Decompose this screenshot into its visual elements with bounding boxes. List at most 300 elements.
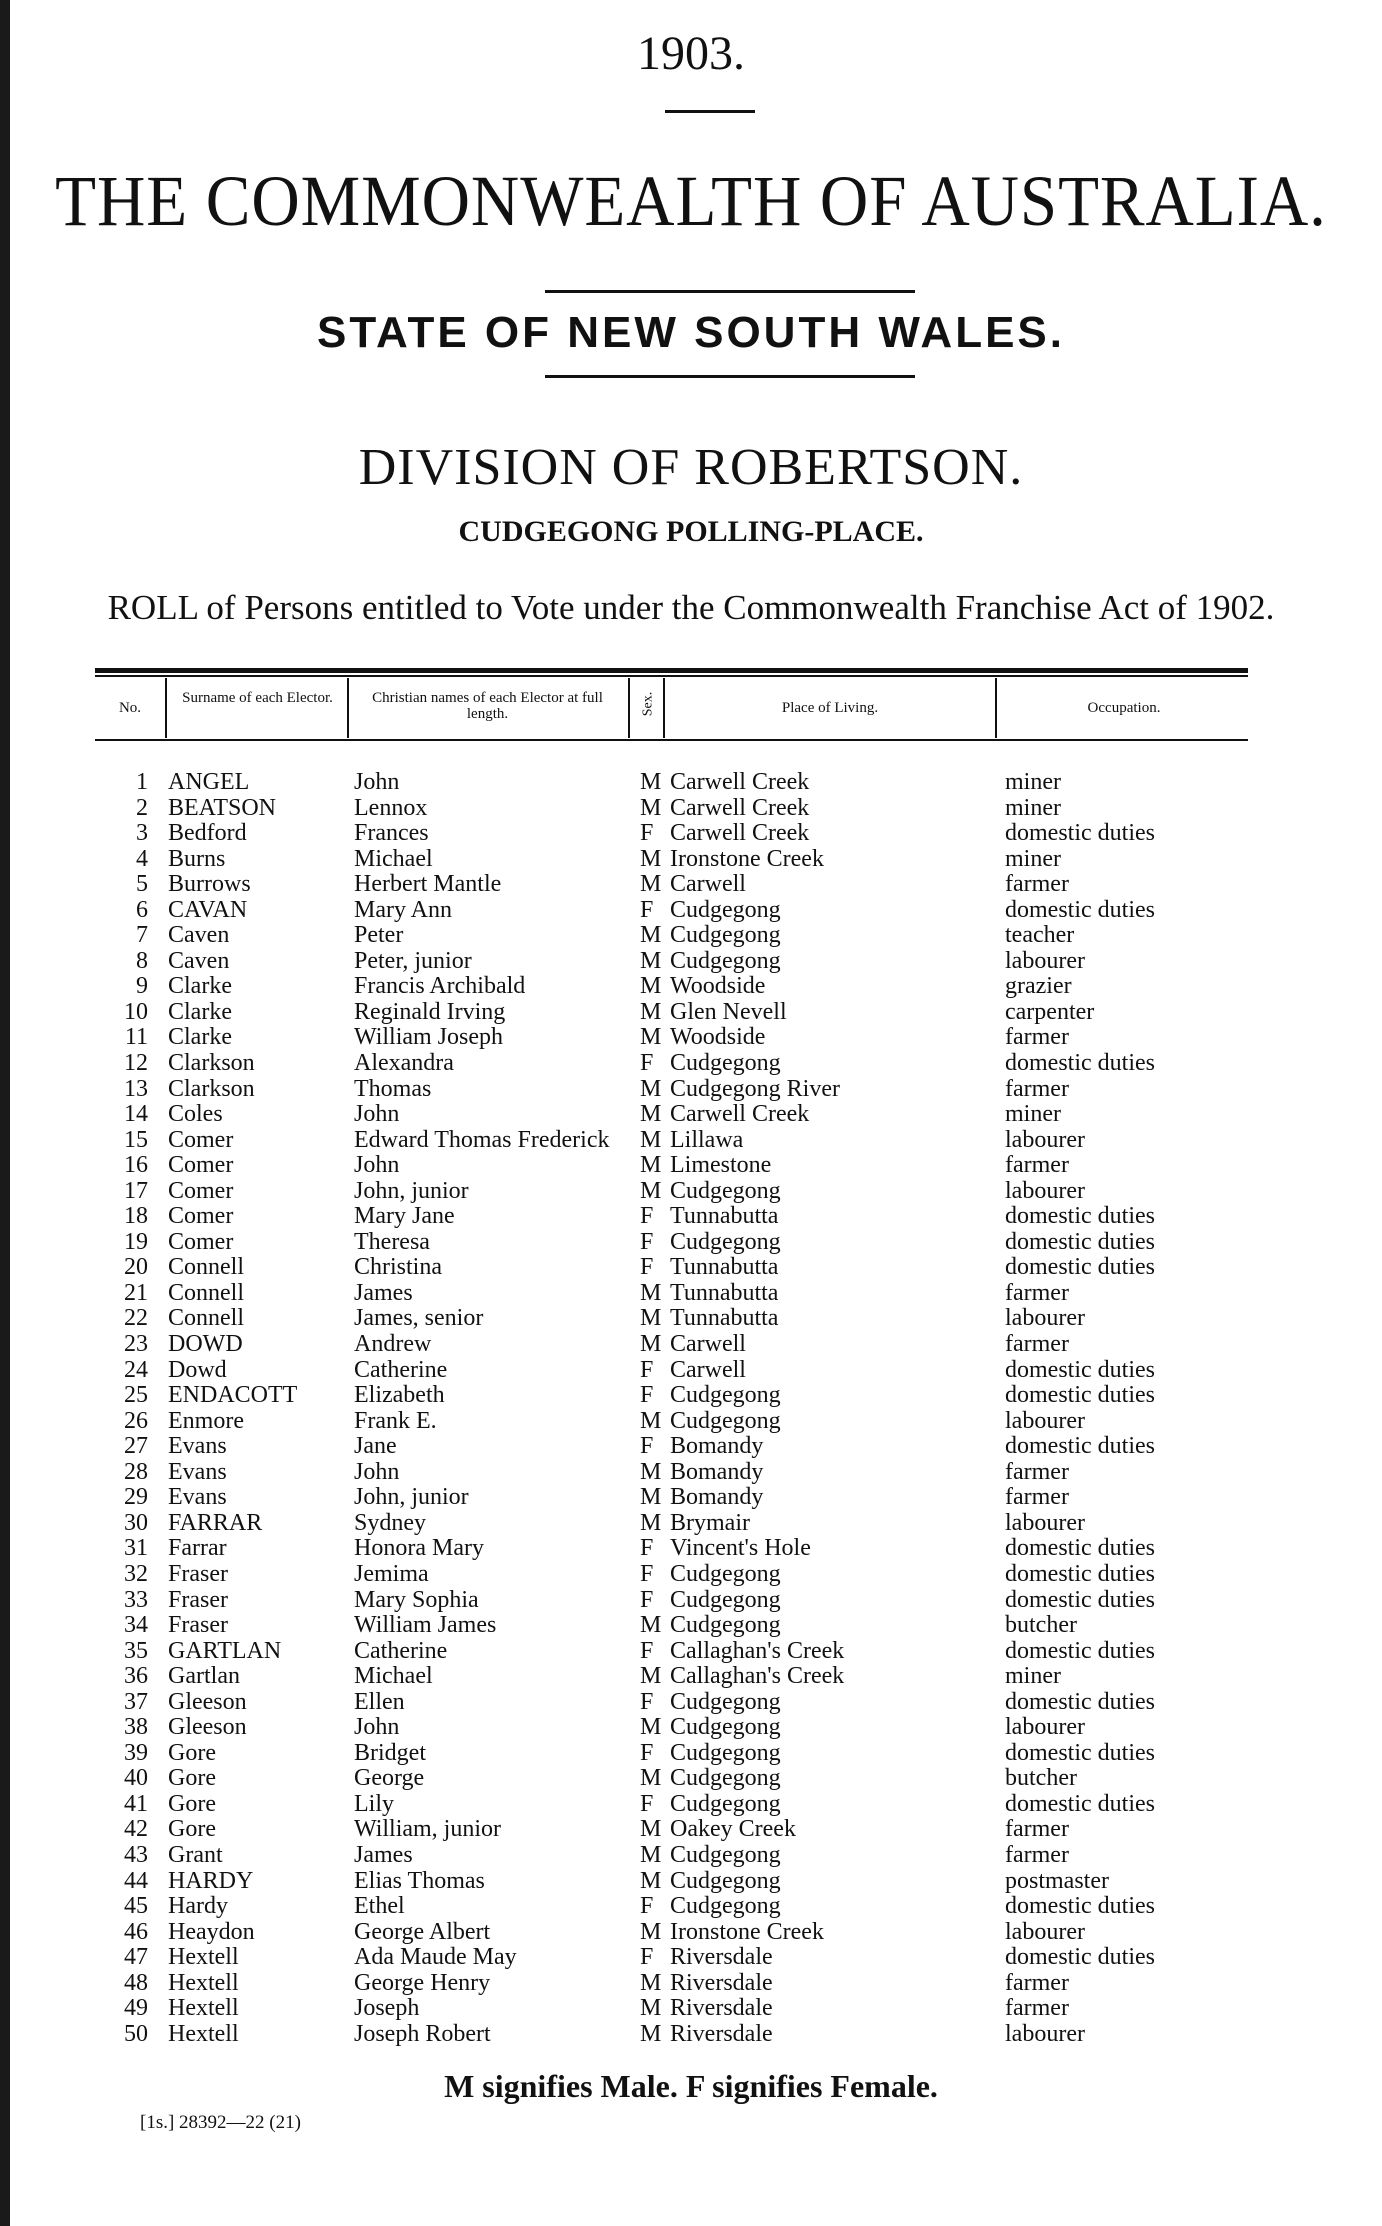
sex-cell: M [640, 1995, 662, 2022]
surname-cell: Fraser [168, 1560, 228, 1587]
sex-cell: M [640, 1969, 662, 1996]
occupation-cell: domestic duties [1005, 1560, 1155, 1587]
table-row [0, 1536, 1382, 1562]
sex-cell: F [640, 1637, 654, 1664]
row-number: 16 [124, 1152, 148, 1179]
christian-names-cell: Catherine [354, 1356, 448, 1383]
surname-cell: Coles [168, 1101, 223, 1128]
table-row [0, 770, 1382, 796]
row-number: 19 [124, 1228, 148, 1255]
sex-cell: F [640, 1560, 654, 1587]
page-title: THE COMMONWEALTH OF AUSTRALIA. [55, 161, 1327, 241]
place-of-living-cell: Woodside [670, 1024, 766, 1051]
christian-names-cell: Lennox [354, 794, 428, 821]
row-number: 46 [124, 1918, 148, 1945]
christian-names-cell: John, junior [354, 1177, 469, 1204]
surname-cell: Gore [168, 1765, 216, 1792]
christian-names-cell: Edward Thomas Frederick [354, 1126, 610, 1153]
printer-reference: [1s.] 28392—22 (21) [140, 2112, 301, 2133]
sex-cell: F [640, 1790, 654, 1817]
christian-names-cell: Ada Maude May [354, 1944, 517, 1971]
surname-cell: Comer [168, 1177, 234, 1204]
table-row [0, 1869, 1382, 1895]
row-number: 26 [124, 1407, 148, 1434]
surname-cell: Connell [168, 1305, 244, 1332]
sex-cell: M [640, 871, 662, 898]
place-of-living-cell: Ironstone Creek [670, 1918, 824, 1945]
surname-cell: Hextell [168, 1969, 239, 1996]
column-header-sex: Sex. [640, 691, 656, 717]
row-number: 34 [124, 1612, 148, 1639]
row-number: 20 [124, 1254, 148, 1281]
surname-cell: Gleeson [168, 1688, 247, 1715]
table-top-rule-thin [95, 675, 1248, 677]
surname-cell: Burns [168, 845, 226, 872]
christian-names-cell: James [354, 1279, 413, 1306]
table-row [0, 1255, 1382, 1281]
christian-names-cell: William James [354, 1612, 497, 1639]
sex-cell: M [640, 1024, 662, 1051]
occupation-cell: domestic duties [1005, 1356, 1155, 1383]
table-row [0, 2022, 1382, 2048]
table-row [0, 1715, 1382, 1741]
place-of-living-cell: Carwell Creek [670, 769, 810, 795]
surname-cell: Comer [168, 1152, 234, 1179]
occupation-cell: butcher [1005, 1612, 1077, 1639]
sex-cell: M [640, 1841, 662, 1868]
sex-cell: F [640, 820, 654, 847]
row-number: 1 [136, 769, 148, 795]
table-row [0, 1945, 1382, 1971]
surname-cell: Gleeson [168, 1714, 247, 1741]
row-number: 38 [124, 1714, 148, 1741]
row-number: 28 [124, 1458, 148, 1485]
row-number: 41 [124, 1790, 148, 1817]
table-row [0, 1460, 1382, 1486]
table-row [0, 1306, 1382, 1332]
surname-cell: Farrar [168, 1535, 227, 1562]
sex-cell: M [640, 1075, 662, 1102]
surname-cell: Evans [168, 1433, 227, 1460]
sex-cell: F [640, 896, 654, 923]
table-row [0, 1613, 1382, 1639]
occupation-cell: labourer [1005, 1177, 1085, 1204]
place-of-living-cell: Cudgegong [670, 1050, 781, 1077]
christian-names-cell: Thomas [354, 1075, 432, 1102]
occupation-cell: farmer [1005, 1841, 1069, 1868]
table-row [0, 949, 1382, 975]
place-of-living-cell: Cudgegong [670, 922, 781, 949]
place-of-living-cell: Riversdale [670, 1995, 773, 2022]
surname-cell: Caven [168, 947, 230, 974]
place-of-living-cell: Brymair [670, 1509, 750, 1536]
surname-cell: GARTLAN [168, 1637, 282, 1664]
sex-cell: M [640, 1101, 662, 1128]
row-number: 43 [124, 1841, 148, 1868]
christian-names-cell: George Henry [354, 1969, 491, 1996]
surname-cell: BEATSON [168, 794, 277, 821]
table-row [0, 1766, 1382, 1792]
christian-names-cell: Sydney [354, 1509, 426, 1536]
table-row [0, 1434, 1382, 1460]
christian-names-cell: Peter [354, 922, 404, 949]
table-row [0, 1639, 1382, 1665]
place-of-living-cell: Cudgegong [670, 1765, 781, 1792]
christian-names-cell: John [354, 769, 400, 795]
occupation-cell: domestic duties [1005, 1586, 1155, 1613]
row-number: 10 [124, 998, 148, 1025]
surname-cell: Caven [168, 922, 230, 949]
sex-cell: F [640, 1535, 654, 1562]
occupation-cell: domestic duties [1005, 1382, 1155, 1409]
row-number: 30 [124, 1509, 148, 1536]
table-row [0, 1971, 1382, 1997]
christian-names-cell: Frank E. [354, 1407, 437, 1434]
place-of-living-cell: Cudgegong [670, 896, 781, 923]
row-number: 4 [136, 845, 148, 872]
table-row [0, 847, 1382, 873]
surname-cell: Comer [168, 1126, 234, 1153]
table-row [0, 898, 1382, 924]
place-of-living-cell: Riversdale [670, 1969, 773, 1996]
place-of-living-cell: Tunnabutta [670, 1305, 779, 1332]
table-row [0, 1996, 1382, 2022]
row-number: 11 [124, 1024, 148, 1051]
occupation-cell: labourer [1005, 1407, 1085, 1434]
surname-cell: Clarke [168, 1024, 232, 1051]
christian-names-cell: Alexandra [354, 1050, 454, 1077]
christian-names-cell: William, junior [354, 1816, 502, 1843]
place-of-living-cell: Riversdale [670, 2020, 773, 2047]
surname-cell: Heaydon [168, 1918, 255, 1945]
place-of-living-cell: Cudgegong [670, 1790, 781, 1817]
christian-names-cell: Catherine [354, 1637, 448, 1664]
sex-cell: M [640, 922, 662, 949]
row-number: 36 [124, 1663, 148, 1690]
surname-cell: Burrows [168, 871, 251, 898]
row-number: 47 [124, 1944, 148, 1971]
christian-names-cell: John [354, 1458, 400, 1485]
polling-place-heading: CUDGEGONG POLLING-PLACE. [458, 515, 924, 548]
christian-names-cell: Bridget [354, 1739, 426, 1766]
occupation-cell: domestic duties [1005, 1688, 1155, 1715]
occupation-cell: farmer [1005, 1969, 1069, 1996]
occupation-cell: labourer [1005, 1714, 1085, 1741]
christian-names-cell: Theresa [354, 1228, 430, 1255]
table-row [0, 1102, 1382, 1128]
place-of-living-cell: Bomandy [670, 1458, 764, 1485]
place-of-living-cell: Carwell Creek [670, 794, 810, 821]
christian-names-cell: Mary Jane [354, 1203, 455, 1230]
row-number: 17 [124, 1177, 148, 1204]
place-of-living-cell: Cudgegong [670, 1612, 781, 1639]
row-number: 8 [136, 947, 148, 974]
place-of-living-cell: Cudgegong River [670, 1075, 840, 1102]
sex-cell: F [640, 1203, 654, 1230]
surname-cell: Evans [168, 1458, 227, 1485]
surname-cell: CAVAN [168, 896, 248, 923]
occupation-cell: carpenter [1005, 998, 1095, 1025]
occupation-cell: labourer [1005, 1509, 1085, 1536]
place-of-living-cell: Cudgegong [670, 947, 781, 974]
occupation-cell: postmaster [1005, 1867, 1109, 1894]
sex-cell: M [640, 2020, 662, 2047]
sex-cell: F [640, 1356, 654, 1383]
occupation-cell: domestic duties [1005, 1944, 1155, 1971]
table-row [0, 1792, 1382, 1818]
row-number: 49 [124, 1995, 148, 2022]
christian-names-cell: James, senior [354, 1305, 484, 1332]
row-number: 48 [124, 1969, 148, 1996]
sex-cell: F [640, 1688, 654, 1715]
occupation-cell: labourer [1005, 947, 1085, 974]
occupation-cell: labourer [1005, 1918, 1085, 1945]
occupation-cell: farmer [1005, 1816, 1069, 1843]
sex-cell: F [640, 1739, 654, 1766]
occupation-cell: domestic duties [1005, 1739, 1155, 1766]
christian-names-cell: John [354, 1152, 400, 1179]
row-number: 24 [124, 1356, 148, 1383]
column-header-no: No. [118, 700, 142, 716]
occupation-cell: farmer [1005, 1458, 1069, 1485]
place-of-living-cell: Ironstone Creek [670, 845, 824, 872]
place-of-living-cell: Cudgegong [670, 1739, 781, 1766]
occupation-cell: domestic duties [1005, 1433, 1155, 1460]
christian-names-cell: James [354, 1841, 413, 1868]
column-divider [995, 678, 997, 738]
surname-cell: ENDACOTT [168, 1382, 298, 1409]
sex-cell: F [640, 1050, 654, 1077]
place-of-living-cell: Woodside [670, 973, 766, 1000]
surname-cell: Comer [168, 1228, 234, 1255]
christian-names-cell: Michael [354, 845, 433, 872]
place-of-living-cell: Tunnabutta [670, 1254, 779, 1281]
surname-cell: Bedford [168, 820, 247, 847]
christian-names-cell: Mary Ann [354, 896, 452, 923]
row-number: 14 [124, 1101, 148, 1128]
surname-cell: Connell [168, 1279, 244, 1306]
row-number: 13 [124, 1075, 148, 1102]
christian-names-cell: Christina [354, 1254, 442, 1281]
row-number: 50 [124, 2020, 148, 2047]
christian-names-cell: Herbert Mantle [354, 871, 502, 898]
table-row [0, 1741, 1382, 1767]
christian-names-cell: Elias Thomas [354, 1867, 485, 1894]
surname-cell: Enmore [168, 1407, 244, 1434]
christian-names-cell: John [354, 1714, 400, 1741]
place-of-living-cell: Cudgegong [670, 1893, 781, 1920]
occupation-cell: domestic duties [1005, 896, 1155, 923]
place-of-living-cell: Limestone [670, 1152, 772, 1179]
christian-names-cell: Joseph [354, 1995, 420, 2022]
table-row [0, 1153, 1382, 1179]
table-row [0, 1511, 1382, 1537]
place-of-living-cell: Cudgegong [670, 1867, 781, 1894]
sex-cell: M [640, 973, 662, 1000]
place-of-living-cell: Cudgegong [670, 1177, 781, 1204]
table-body [0, 770, 1382, 2047]
surname-cell: Evans [168, 1484, 227, 1511]
occupation-cell: farmer [1005, 1152, 1069, 1179]
sex-cell: M [640, 1458, 662, 1485]
sex-cell: F [640, 1382, 654, 1409]
surname-cell: Dowd [168, 1356, 227, 1383]
sex-cell: M [640, 1867, 662, 1894]
surname-cell: Hextell [168, 1995, 239, 2022]
table-row [0, 1409, 1382, 1435]
place-of-living-cell: Cudgegong [670, 1382, 781, 1409]
column-header-christian-names: Christian names of each Elector at full length. [372, 690, 603, 722]
christian-names-cell: Andrew [354, 1331, 432, 1358]
column-header-occupation: Occupation. [1087, 700, 1161, 716]
surname-cell: Clarke [168, 973, 232, 1000]
sex-cell: F [640, 1254, 654, 1281]
divider [545, 290, 915, 293]
table-row [0, 1664, 1382, 1690]
christian-names-cell: Honora Mary [354, 1535, 484, 1562]
table-row [0, 821, 1382, 847]
table-row [0, 1051, 1382, 1077]
christian-names-cell: Mary Sophia [354, 1586, 479, 1613]
occupation-cell: farmer [1005, 1279, 1069, 1306]
row-number: 12 [124, 1050, 148, 1077]
sex-cell: F [640, 1944, 654, 1971]
occupation-cell: miner [1005, 794, 1061, 821]
surname-cell: Hextell [168, 1944, 239, 1971]
divider [545, 375, 915, 378]
occupation-cell: domestic duties [1005, 1893, 1155, 1920]
table-row [0, 974, 1382, 1000]
occupation-cell: miner [1005, 845, 1061, 872]
christian-names-cell: Joseph Robert [354, 2020, 491, 2047]
row-number: 31 [124, 1535, 148, 1562]
column-divider [628, 678, 630, 738]
occupation-cell: domestic duties [1005, 1254, 1155, 1281]
sex-cell: M [640, 1407, 662, 1434]
row-number: 7 [136, 922, 148, 949]
christian-names-cell: Jane [354, 1433, 397, 1460]
sex-cell: M [640, 1279, 662, 1306]
row-number: 42 [124, 1816, 148, 1843]
table-row [0, 1358, 1382, 1384]
occupation-cell: butcher [1005, 1765, 1077, 1792]
occupation-cell: farmer [1005, 1331, 1069, 1358]
occupation-cell: domestic duties [1005, 1637, 1155, 1664]
sex-cell: M [640, 1918, 662, 1945]
sex-cell: F [640, 1228, 654, 1255]
sex-cell: M [640, 998, 662, 1025]
table-row [0, 1562, 1382, 1588]
row-number: 25 [124, 1382, 148, 1409]
sex-cell: M [640, 794, 662, 821]
sex-cell: F [640, 1433, 654, 1460]
place-of-living-cell: Carwell [670, 1331, 746, 1358]
christian-names-cell: Frances [354, 820, 429, 847]
occupation-cell: miner [1005, 1101, 1061, 1128]
column-divider [663, 678, 665, 738]
christian-names-cell: John [354, 1101, 400, 1128]
occupation-cell: grazier [1005, 973, 1072, 1000]
roll-title: ROLL of Persons entitled to Vote under the Commonwealth Franchise Act of 1902. [107, 588, 1275, 627]
row-number: 18 [124, 1203, 148, 1230]
place-of-living-cell: Cudgegong [670, 1560, 781, 1587]
row-number: 22 [124, 1305, 148, 1332]
occupation-cell: teacher [1005, 922, 1075, 949]
table-row [0, 923, 1382, 949]
place-of-living-cell: Cudgegong [670, 1228, 781, 1255]
christian-names-cell: Reginald Irving [354, 998, 506, 1025]
column-header-surname: Surname of each Elector. [182, 690, 333, 706]
row-number: 39 [124, 1739, 148, 1766]
occupation-cell: domestic duties [1005, 1535, 1155, 1562]
table-row [0, 1383, 1382, 1409]
division-heading: DIVISION OF ROBERTSON. [358, 439, 1024, 496]
occupation-cell: farmer [1005, 1995, 1069, 2022]
place-of-living-cell: Cudgegong [670, 1714, 781, 1741]
place-of-living-cell: Bomandy [670, 1433, 764, 1460]
row-number: 33 [124, 1586, 148, 1613]
state-heading: STATE OF NEW SOUTH WALES. [316, 308, 1066, 357]
surname-cell: Gore [168, 1816, 216, 1843]
sex-cell: M [640, 1612, 662, 1639]
place-of-living-cell: Oakey Creek [670, 1816, 796, 1843]
row-number: 40 [124, 1765, 148, 1792]
column-divider [165, 678, 167, 738]
christian-names-cell: Peter, junior [354, 947, 472, 974]
place-of-living-cell: Riversdale [670, 1944, 773, 1971]
sex-cell: M [640, 845, 662, 872]
occupation-cell: farmer [1005, 871, 1069, 898]
year-heading: 1903. [637, 27, 745, 80]
place-of-living-cell: Carwell Creek [670, 820, 810, 847]
occupation-cell: labourer [1005, 2020, 1085, 2047]
surname-cell: Gartlan [168, 1663, 240, 1690]
table-row [0, 1230, 1382, 1256]
row-number: 3 [136, 820, 148, 847]
surname-cell: Clarkson [168, 1075, 255, 1102]
row-number: 27 [124, 1433, 148, 1460]
occupation-cell: domestic duties [1005, 1790, 1155, 1817]
row-number: 44 [124, 1867, 148, 1894]
surname-cell: Connell [168, 1254, 244, 1281]
occupation-cell: farmer [1005, 1484, 1069, 1511]
surname-cell: FARRAR [168, 1509, 263, 1536]
place-of-living-cell: Cudgegong [670, 1586, 781, 1613]
sex-cell: M [640, 1126, 662, 1153]
place-of-living-cell: Vincent's Hole [670, 1535, 811, 1562]
christian-names-cell: Michael [354, 1663, 433, 1690]
surname-cell: Clarke [168, 998, 232, 1025]
surname-cell: Hextell [168, 2020, 239, 2047]
occupation-cell: labourer [1005, 1126, 1085, 1153]
table-row [0, 1000, 1382, 1026]
sex-cell: M [640, 1152, 662, 1179]
table-top-rule [95, 668, 1248, 673]
table-row [0, 796, 1382, 822]
occupation-cell: domestic duties [1005, 820, 1155, 847]
sex-cell: M [640, 1714, 662, 1741]
sex-cell: M [640, 1177, 662, 1204]
occupation-cell: domestic duties [1005, 1203, 1155, 1230]
table-row [0, 1920, 1382, 1946]
surname-cell: Gore [168, 1739, 216, 1766]
sex-cell: M [640, 1509, 662, 1536]
table-row [0, 1485, 1382, 1511]
column-divider [347, 678, 349, 738]
christian-names-cell: John, junior [354, 1484, 469, 1511]
row-number: 37 [124, 1688, 148, 1715]
table-row [0, 1025, 1382, 1051]
